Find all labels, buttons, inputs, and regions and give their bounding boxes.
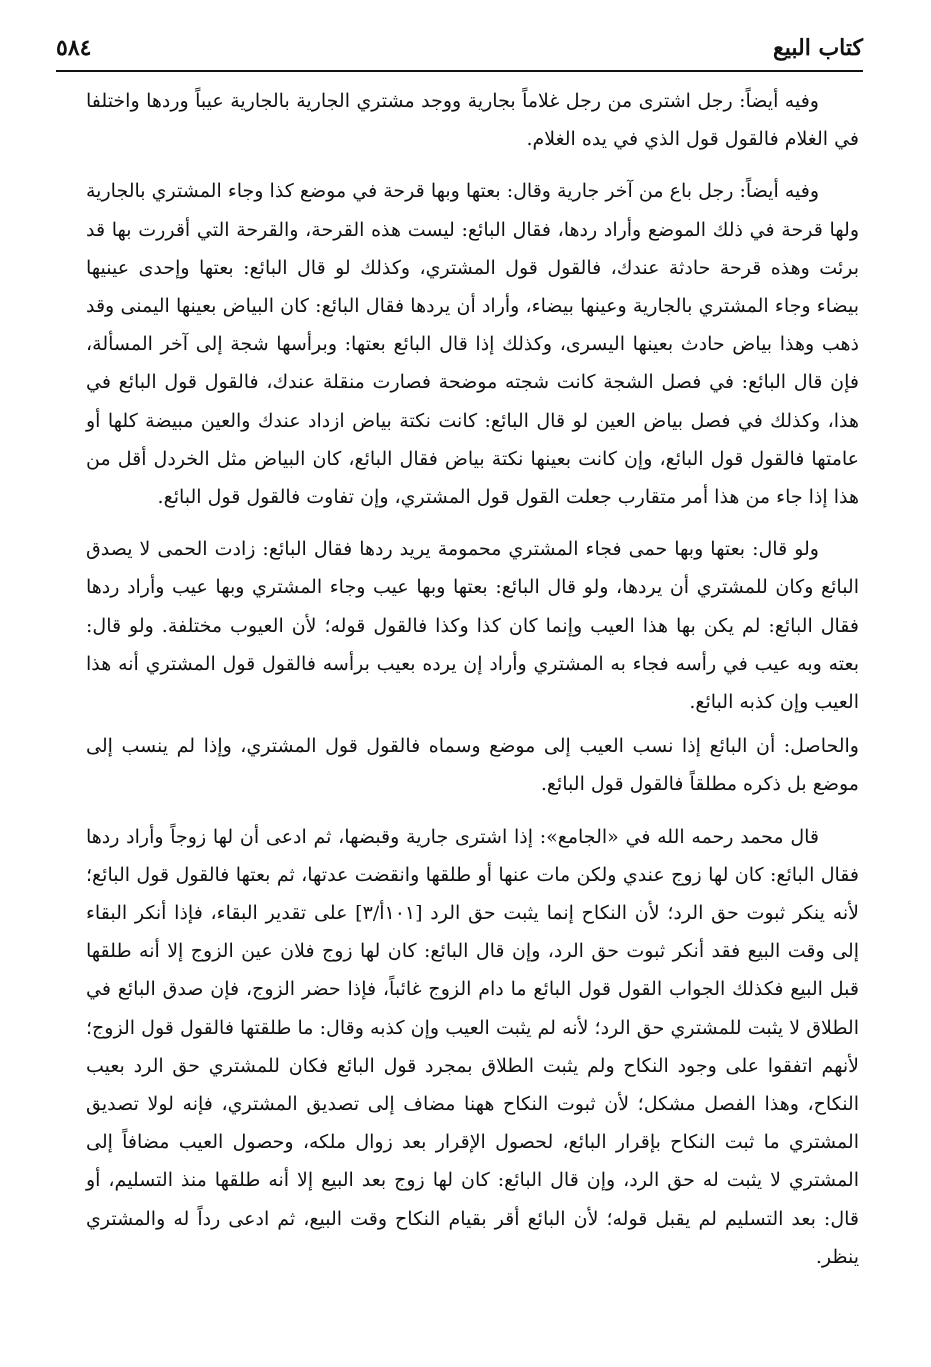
paragraph-5: قال محمد رحمه الله في «الجامع»: إذا اشترى جارية وقبضها، ثم ادعى أن لها زوجاً وأراد ردها فقال البائع: كان لها زوج عندي ولكن مات عنها أو طلقها وانقضت عدتها، ثم بعتها فالقول قول البائع؛ لأنه ينكر ثبوت حق الرد؛ لأن النكاح إنما يثبت حق الرد [١٠١أ/٣] على تقدير البقاء، فإذا أنكر البقاء إلى وقت البيع فقد أنكر ثبوت حق الرد، وإن قال البائع: كان لها زوج فلان عين الزوج إلا أنه طلقها قبل البيع فكذلك الجواب القول قول البائع ما دام الزوج غائباً، فإذا حضر الزوج، فإن صدق البائع في الطلاق لا يثبت للمشتري حق الرد؛ لأنه لم يثبت العيب وإن كذبه وقال: ما طلقتها فالقول قول الزوج؛ لأنهم اتفقوا على وجود النكاح ولم يثبت الطلاق بمجرد قول البائع فكان للمشتري حق الرد بعيب النكاح، وهذا الفصل مشكل؛ لأن ثبوت النكاح ههنا مضاف إلى تصديق المشتري، فإنه لولا تصديق المشتري ما ثبت النكاح بإقرار البائع، لحصول الإقرار بعد زوال ملكه، وحصول العيب مضافاً إلى المشتري لا يثبت له حق الرد، وإن قال البائع: كان لها زوج بعد البيع إلا أنه طلقها منذ التسليم، أو قال: بعد التسليم لم يقبل قوله؛ لأن البائع أقر بقيام النكاح وقت البيع، ثم ادعى رداً له والمشتري ينظر. [86,825,859,1268]
paragraph-4: والحاصل: أن البائع إذا نسب العيب إلى موضع وسماه فالقول قول المشتري، وإذا لم ينسب إلى موضع بل ذكره مطلقاً فالقول قول البائع. [86,735,859,796]
page-number: ٥٨٤ [56,35,92,61]
running-title: كتاب البيع [773,35,863,61]
paragraph-3: ولو قال: بعتها وبها حمى فجاء المشتري محمومة يريد ردها فقال البائع: زادت الحمى لا يصدق البائع وكان للمشتري أن يردها، ولو قال البائع: بعتها وبها عيب وجاء المشتري وبها عيب وأراد ردها فقال البائع: لم يكن بها هذا العيب وإنما كان كذا وكذا فالقول قوله؛ لأن العيوب مختلفة. ولو قال: بعته وبه عيب في رأسه فجاء به المشتري وأراد إن يرده بعيب برأسه فالقول قول المشتري أنه هذا العيب وإن كذبه البائع. [86,538,859,714]
page-body [86,82,859,1282]
page-header [56,26,863,72]
paragraph-2: وفيه أيضاً: رجل باع من آخر جارية وقال: بعتها وبها قرحة في موضع كذا وجاء المشتري بالجارية ولها قرحة في ذلك الموضع وأراد ردها، فقال البائع: ليست هذه القرحة، والقرحة التي أقررت بها قد برئت وهذه قرحة حادثة عندك، فالقول قول المشتري، وكذلك لو قال البائع: بعتها وإحدى عينيها بيضاء وجاء المشتري بالجارية وعينها بيضاء، وأراد أن يردها فقال البائع: كان البياض بعينها اليمنى وقد ذهب وهذا بياض حادث بعينها اليسرى، وكذلك إذا قال البائع بعتها: وبرأسها شجة إلى آخر المسألة، فإن قال البائع: في فصل الشجة كانت شجته موضحة فصارت منقلة عندك، فالقول قول البائع في هذا، وكذلك في فصل بياض العين لو قال البائع: كانت نكتة بياض ازداد عندك والعين مبيضة كلها أو عامتها فالقول قول البائع، وإن كانت بعينها نكتة بياض فقال البائع، كان البياض مثل الخردل أقل من هذا إذا جاء من هذا أمر متقارب جعلت القول قول المشتري، وإن تفاوت فالقول قول البائع. [86,180,859,509]
paragraph-1: وفيه أيضاً: رجل اشترى من رجل غلاماً بجارية ووجد مشتري الجارية بالجارية عيباً وردها واختلفا في الغلام فالقول قول الذي في يده الغلام. [86,90,859,151]
